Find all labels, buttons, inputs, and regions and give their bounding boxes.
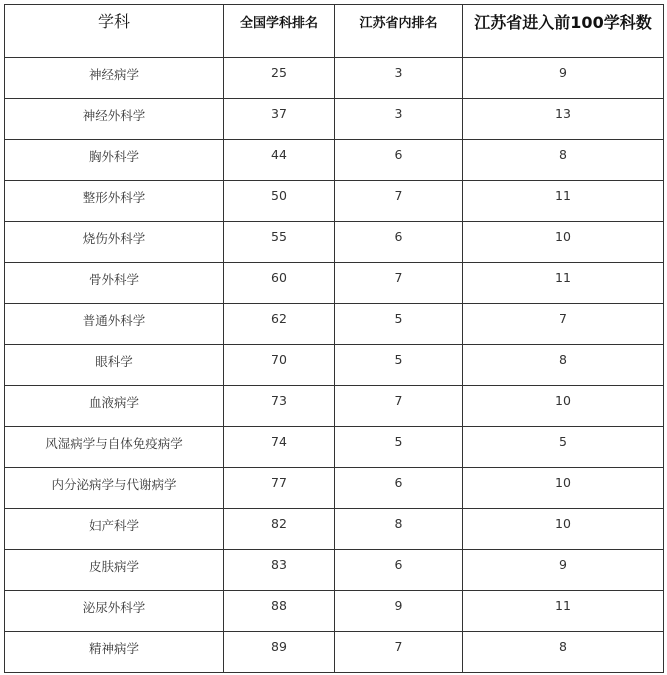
cell-national-rank: 83 <box>224 550 335 591</box>
cell-national-rank: 25 <box>224 58 335 99</box>
table-row <box>5 427 664 468</box>
cell-national-rank: 73 <box>224 386 335 427</box>
cell-top100-count: 11 <box>463 263 664 304</box>
table-row <box>5 58 664 99</box>
cell-provincial-rank: 3 <box>335 58 463 99</box>
cell-subject: 烧伤外科学 <box>5 222 224 263</box>
header-national-rank: 全国学科排名 <box>224 5 335 58</box>
cell-provincial-rank: 6 <box>335 468 463 509</box>
cell-national-rank: 44 <box>224 140 335 181</box>
cell-national-rank: 70 <box>224 345 335 386</box>
table-header <box>5 5 664 58</box>
cell-top100-count: 5 <box>463 427 664 468</box>
cell-top100-count: 10 <box>463 222 664 263</box>
cell-national-rank: 88 <box>224 591 335 632</box>
cell-top100-count: 10 <box>463 509 664 550</box>
header-provincial-rank: 江苏省内排名 <box>335 5 463 58</box>
cell-provincial-rank: 6 <box>335 140 463 181</box>
cell-subject: 血液病学 <box>5 386 224 427</box>
table-row <box>5 345 664 386</box>
table-row <box>5 263 664 304</box>
table-row <box>5 181 664 222</box>
table-row <box>5 632 664 673</box>
cell-provincial-rank: 7 <box>335 263 463 304</box>
cell-subject: 风湿病学与自体免疫病学 <box>5 427 224 468</box>
cell-subject: 普通外科学 <box>5 304 224 345</box>
cell-subject: 内分泌病学与代谢病学 <box>5 468 224 509</box>
cell-subject: 胸外科学 <box>5 140 224 181</box>
cell-provincial-rank: 6 <box>335 550 463 591</box>
cell-provincial-rank: 5 <box>335 427 463 468</box>
cell-national-rank: 50 <box>224 181 335 222</box>
cell-top100-count: 10 <box>463 468 664 509</box>
cell-national-rank: 62 <box>224 304 335 345</box>
cell-subject: 神经病学 <box>5 58 224 99</box>
cell-top100-count: 8 <box>463 632 664 673</box>
cell-subject: 神经外科学 <box>5 99 224 140</box>
cell-provincial-rank: 8 <box>335 509 463 550</box>
table-row <box>5 304 664 345</box>
cell-top100-count: 13 <box>463 99 664 140</box>
table-row <box>5 386 664 427</box>
cell-subject: 骨外科学 <box>5 263 224 304</box>
cell-national-rank: 55 <box>224 222 335 263</box>
cell-top100-count: 9 <box>463 58 664 99</box>
cell-top100-count: 11 <box>463 181 664 222</box>
cell-national-rank: 77 <box>224 468 335 509</box>
cell-subject: 妇产科学 <box>5 509 224 550</box>
cell-top100-count: 8 <box>463 345 664 386</box>
table-row <box>5 222 664 263</box>
cell-provincial-rank: 7 <box>335 181 463 222</box>
cell-top100-count: 11 <box>463 591 664 632</box>
header-top100-count: 江苏省进入前100学科数 <box>463 5 664 58</box>
cell-top100-count: 8 <box>463 140 664 181</box>
cell-national-rank: 37 <box>224 99 335 140</box>
cell-provincial-rank: 7 <box>335 386 463 427</box>
cell-provincial-rank: 9 <box>335 591 463 632</box>
cell-national-rank: 89 <box>224 632 335 673</box>
cell-provincial-rank: 6 <box>335 222 463 263</box>
cell-top100-count: 7 <box>463 304 664 345</box>
cell-provincial-rank: 5 <box>335 304 463 345</box>
cell-national-rank: 74 <box>224 427 335 468</box>
cell-national-rank: 60 <box>224 263 335 304</box>
subject-ranking-table <box>4 4 664 673</box>
table-row <box>5 99 664 140</box>
cell-top100-count: 9 <box>463 550 664 591</box>
cell-provincial-rank: 3 <box>335 99 463 140</box>
header-subject: 学科 <box>5 5 224 58</box>
cell-subject: 整形外科学 <box>5 181 224 222</box>
cell-provincial-rank: 7 <box>335 632 463 673</box>
cell-provincial-rank: 5 <box>335 345 463 386</box>
table-row <box>5 550 664 591</box>
table-row <box>5 140 664 181</box>
table-row <box>5 509 664 550</box>
cell-subject: 皮肤病学 <box>5 550 224 591</box>
cell-subject: 眼科学 <box>5 345 224 386</box>
cell-subject: 精神病学 <box>5 632 224 673</box>
cell-top100-count: 10 <box>463 386 664 427</box>
cell-national-rank: 82 <box>224 509 335 550</box>
cell-subject: 泌尿外科学 <box>5 591 224 632</box>
table-row <box>5 468 664 509</box>
table-body <box>5 58 664 673</box>
table-row <box>5 591 664 632</box>
header-row <box>5 5 664 58</box>
